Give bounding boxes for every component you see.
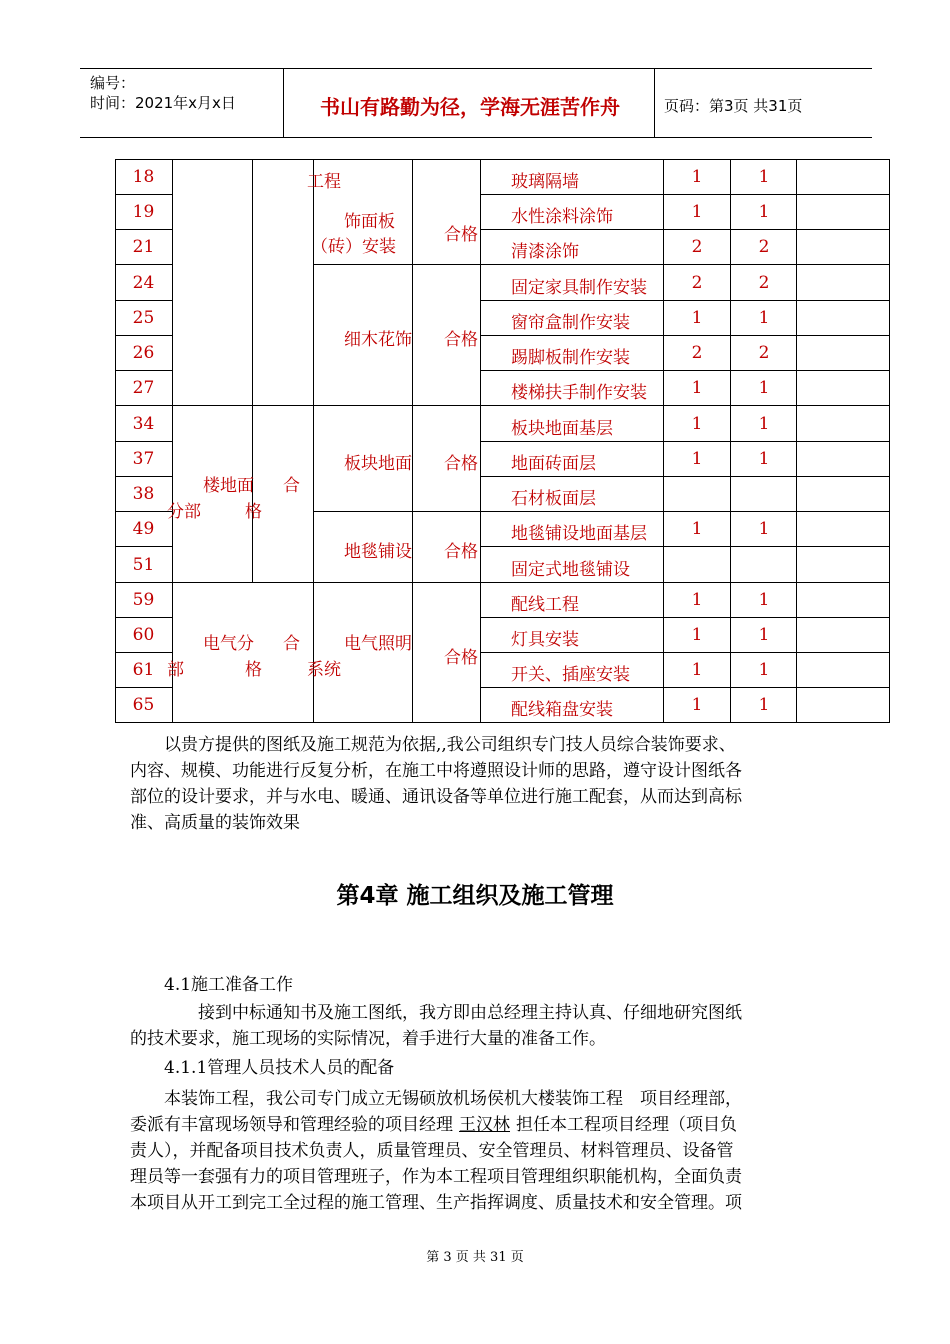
- subsection-lighting: 系统: [307, 660, 341, 680]
- row-number: 38: [132, 484, 155, 504]
- item-name: 玻璃隔墙: [511, 172, 579, 192]
- item-name: 板块地面基层: [511, 419, 613, 439]
- header-divider: [283, 69, 284, 137]
- text-fragment: 担任本工程项目经理（项目负: [516, 1115, 737, 1135]
- section-title: 4.1施工准备工作: [164, 975, 294, 995]
- item-name: 清漆涂饰: [511, 242, 579, 262]
- text-line: 理员等一套强有力的项目管理班子，作为本工程项目管理组织职能机构，全面负责: [130, 1167, 742, 1187]
- row-number: 37: [132, 449, 155, 469]
- text-line: 接到中标通知书及施工图纸，我方即由总经理主持认真、仔细地研究图纸: [198, 1003, 742, 1023]
- row-number: 51: [132, 555, 155, 575]
- count-b: 1: [758, 378, 770, 398]
- intro-paragraph: [130, 732, 820, 836]
- row-number: 60: [132, 625, 155, 645]
- count-b: 2: [758, 343, 770, 363]
- row-number: 59: [132, 590, 155, 610]
- item-name: 固定式地毯铺设: [511, 560, 630, 580]
- subsection-woodwork: 细木花饰: [344, 330, 412, 350]
- text-line: 内容、规模、功能进行反复分析，在施工中将遵照设计师的思路，遵守设计图纸各: [130, 761, 742, 781]
- text-line: 准、高质量的装饰效果: [130, 813, 300, 833]
- row-number: 61: [132, 660, 155, 680]
- text-line: 责人），并配备项目技术负责人，质量管理员、安全管理员、材料管理员、设备管: [130, 1141, 734, 1161]
- count-a: 1: [691, 660, 703, 680]
- subsection-tile-floor: 板块地面: [344, 454, 412, 474]
- subsection-lighting: 电气照明: [344, 634, 412, 654]
- inspection-table: [115, 159, 890, 723]
- quality-result: 合格: [444, 542, 478, 562]
- section-electrical: 电气分: [203, 634, 254, 654]
- item-name: 窗帘盒制作安装: [511, 313, 630, 333]
- doc-number-label: 编号：: [90, 74, 136, 92]
- count-a: 1: [691, 519, 703, 539]
- count-a: 2: [691, 273, 703, 293]
- page-header: [80, 68, 872, 138]
- quality-result: 合格: [444, 648, 478, 668]
- item-name: 地毯铺设地面基层: [511, 524, 647, 544]
- doc-time-label: 时间：2021年x月x日: [90, 94, 236, 112]
- text-line: 部位的设计要求，并与水电、暖通、通讯设备等单位进行施工配套，从而达到高标: [130, 787, 742, 807]
- section-heading-4-1: [130, 972, 820, 998]
- count-b: 1: [758, 167, 770, 187]
- prep-paragraph: [130, 1000, 820, 1052]
- count-b: 1: [758, 414, 770, 434]
- count-b: 1: [758, 625, 770, 645]
- section-quality: 格: [245, 660, 262, 680]
- row-number: 18: [132, 167, 155, 187]
- header-page-info: 页码：第3页 共31页: [664, 97, 803, 115]
- count-a: 1: [691, 414, 703, 434]
- count-b: 1: [758, 660, 770, 680]
- count-b: 1: [758, 695, 770, 715]
- header-meta: [90, 73, 236, 113]
- count-b: 1: [758, 449, 770, 469]
- row-number: 24: [132, 273, 155, 293]
- item-name: 配线箱盘安装: [511, 700, 613, 720]
- count-b: 1: [758, 590, 770, 610]
- section-quality: 合: [283, 476, 300, 496]
- section-quality: 合: [283, 634, 300, 654]
- text-line: 本项目从开工到完工全过程的施工管理、生产指挥调度、质量技术和安全管理。项: [130, 1193, 742, 1213]
- count-b: 1: [758, 308, 770, 328]
- row-number: 27: [132, 378, 155, 398]
- count-a: 1: [691, 202, 703, 222]
- count-b: 1: [758, 519, 770, 539]
- count-a: 1: [691, 449, 703, 469]
- section-floor: 楼地面: [203, 476, 254, 496]
- text-line: [130, 1112, 820, 1138]
- section-floor: 分部: [167, 502, 201, 522]
- subsection-engineering: 工程: [307, 172, 341, 192]
- subsection-veneer: （砖）安装: [311, 237, 396, 257]
- row-number: 34: [132, 414, 155, 434]
- quality-result: 合格: [444, 225, 478, 245]
- quality-result: 合格: [444, 454, 478, 474]
- count-a: 2: [691, 343, 703, 363]
- row-number: 21: [132, 237, 155, 257]
- row-number: 65: [132, 695, 155, 715]
- text-fragment: 委派有丰富现场领导和管理经验的项目经理: [130, 1115, 453, 1135]
- row-number: 19: [132, 202, 155, 222]
- item-name: 踢脚板制作安装: [511, 348, 630, 368]
- text-line: 的技术要求，施工现场的实际情况，着手进行大量的准备工作。: [130, 1029, 606, 1049]
- section-heading-4-1-1: [130, 1055, 820, 1081]
- subsection-carpet: 地毯铺设: [344, 542, 412, 562]
- row-number: 25: [132, 308, 155, 328]
- row-number: 26: [132, 343, 155, 363]
- item-name: 灯具安装: [511, 630, 579, 650]
- row-number: 49: [132, 519, 155, 539]
- project-manager-name: 王汉林: [459, 1115, 510, 1135]
- count-a: 1: [691, 167, 703, 187]
- item-name: 水性涂料涂饰: [511, 207, 613, 227]
- item-name: 配线工程: [511, 595, 579, 615]
- count-a: 1: [691, 308, 703, 328]
- count-a: 2: [691, 237, 703, 257]
- quality-result: 合格: [444, 330, 478, 350]
- section-title: 4.1.1管理人员技术人员的配备: [164, 1058, 395, 1078]
- page-footer: 第 3 页 共 31 页: [426, 1250, 524, 1265]
- section-quality: 格: [245, 502, 262, 522]
- count-a: 1: [691, 625, 703, 645]
- item-name: 地面砖面层: [511, 454, 596, 474]
- count-b: 2: [758, 237, 770, 257]
- item-name: 楼梯扶手制作安装: [511, 383, 647, 403]
- count-b: 1: [758, 202, 770, 222]
- item-name: 固定家具制作安装: [511, 278, 647, 298]
- header-motto: 书山有路勤为径，学海无涯苦作舟: [320, 95, 620, 119]
- count-a: 1: [691, 695, 703, 715]
- item-name: 开关、插座安装: [511, 665, 630, 685]
- count-a: 1: [691, 590, 703, 610]
- chapter-title: 第4章 施工组织及施工管理: [336, 883, 614, 909]
- count-b: 2: [758, 273, 770, 293]
- item-name: 石材板面层: [511, 489, 596, 509]
- subsection-veneer: 饰面板: [344, 212, 395, 232]
- count-a: 1: [691, 378, 703, 398]
- text-line: 本装饰工程，我公司专门成立无锡硕放机场侯机大楼装饰工程 项目经理部，: [164, 1089, 742, 1109]
- text-line: 以贵方提供的图纸及施工规范为依据,,我公司组织专门技人员综合装饰要求、: [164, 735, 736, 755]
- management-paragraph: [130, 1086, 820, 1216]
- section-electrical: 部: [167, 660, 184, 680]
